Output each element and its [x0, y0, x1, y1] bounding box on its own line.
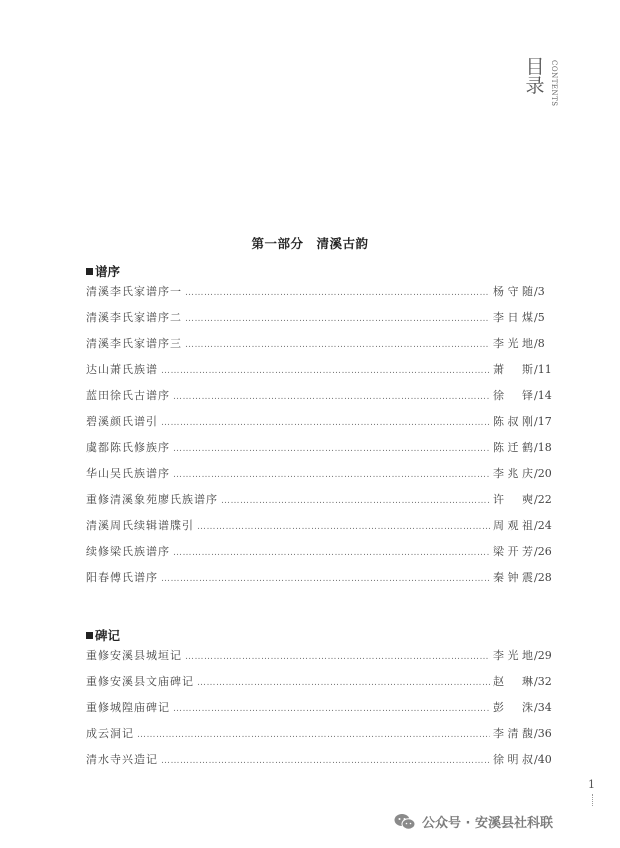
toc-entry-page: /11: [534, 363, 552, 376]
toc-entry: [86, 517, 558, 543]
toc-entry-title: 重修安溪县城垣记: [86, 649, 182, 662]
leader-dots: [197, 678, 490, 688]
toc-entry: [86, 465, 558, 491]
toc-entry: [86, 569, 558, 595]
toc-entry-author: 萧 斯: [493, 363, 533, 376]
section-heading: [86, 626, 558, 644]
leader-dots: [137, 730, 490, 740]
toc-entry-title: 清溪周氏续辑谱牒引: [86, 519, 194, 532]
toc-entry-author: 秦钟震: [493, 571, 533, 584]
toc-entry-author: 李兆庆: [493, 467, 533, 480]
toc-entry-page: /5: [534, 311, 545, 324]
toc-entry-title: 阳春傅氏谱序: [86, 571, 158, 584]
toc-entry-page: /17: [534, 415, 552, 428]
toc-entry: [86, 283, 558, 309]
toc-mark-en: CONTENTS: [550, 60, 558, 107]
section-heading-label: 碑记: [95, 628, 121, 643]
leader-dots: [197, 522, 490, 532]
toc-entry-title: 续修梁氏族谱序: [86, 545, 170, 558]
toc-entry-page: /40: [534, 753, 552, 766]
leader-dots: [185, 314, 490, 324]
toc-entry-page: /29: [534, 649, 552, 662]
toc-entry-author: 陈迁鹤: [493, 441, 533, 454]
leader-dots: [173, 392, 490, 402]
section-pu-xu: [86, 262, 558, 595]
toc-entry: [86, 699, 558, 725]
toc-entry: [86, 387, 558, 413]
toc-entry-page: /3: [534, 285, 545, 298]
toc-entry-page: /22: [534, 493, 552, 506]
toc-entry-author: 许 奭: [493, 493, 533, 506]
toc-entry-author: 赵 琳: [493, 675, 533, 688]
toc-entry-author: 李日煤: [493, 311, 533, 324]
section-bei-ji: [86, 626, 558, 777]
toc-entry: [86, 725, 558, 751]
leader-dots: [173, 444, 490, 454]
toc-entry-page: /34: [534, 701, 552, 714]
square-bullet-icon: [86, 632, 93, 639]
toc-entry-author: 陈叔刚: [493, 415, 533, 428]
leader-dots: [185, 652, 490, 662]
toc-entry-author: 李光地: [493, 337, 533, 350]
toc-entry-page: /24: [534, 519, 552, 532]
toc-entry: [86, 309, 558, 335]
wechat-icon: [394, 813, 416, 831]
leader-dots: [173, 548, 490, 558]
toc-entry-page: /36: [534, 727, 552, 740]
toc-entry-author: 李清馥: [493, 727, 533, 740]
toc-entry-page: /26: [534, 545, 552, 558]
toc-entry-title: 清溪李氏家谱序一: [86, 285, 182, 298]
toc-entry-page: /14: [534, 389, 552, 402]
toc-entry-page: /18: [534, 441, 552, 454]
toc-entry-page: /28: [534, 571, 552, 584]
toc-entry-title: 清溪李氏家谱序二: [86, 311, 182, 324]
toc-entry: [86, 413, 558, 439]
toc-entry: [86, 647, 558, 673]
toc-entry-author: 徐 铎: [493, 389, 533, 402]
toc-entry: [86, 673, 558, 699]
toc-entry-title: 成云洞记: [86, 727, 134, 740]
toc-entry-title: 华山吴氏族谱序: [86, 467, 170, 480]
toc-entry-title: 碧溪颜氏谱引: [86, 415, 158, 428]
toc-entry: [86, 543, 558, 569]
toc-entry-title: 虞都陈氏修族序: [86, 441, 170, 454]
toc-entry-author: 彭 洙: [493, 701, 533, 714]
toc-entry-author: 周观祖: [493, 519, 533, 532]
watermark-text: 公众号 · 安溪县社科联: [422, 816, 553, 831]
page-tick-marks: [592, 794, 595, 806]
leader-dots: [161, 574, 490, 584]
toc-entry: [86, 751, 558, 777]
toc-entry-title: 重修安溪县文庙碑记: [86, 675, 194, 688]
toc-entry-page: /8: [534, 337, 545, 350]
leader-dots: [173, 470, 490, 480]
square-bullet-icon: [86, 268, 93, 275]
toc-entry-author: 杨守随: [493, 285, 533, 298]
leader-dots: [161, 756, 490, 766]
toc-entry: [86, 491, 558, 517]
leader-dots: [173, 704, 490, 714]
watermark: [394, 812, 553, 831]
toc-entry-author: 李光地: [493, 649, 533, 662]
toc-entry-page: /32: [534, 675, 552, 688]
toc-entry: [86, 361, 558, 387]
toc-mark: [524, 58, 564, 128]
leader-dots: [161, 366, 490, 376]
leader-dots: [221, 496, 490, 506]
toc-entry-title: 重修城隍庙碑记: [86, 701, 170, 714]
toc-entry: [86, 439, 558, 465]
part-title: 第一部分 清溪古韵: [251, 236, 369, 251]
toc-entry-title: 重修清溪象苑廖氏族谱序: [86, 493, 218, 506]
toc-entry-author: 梁开芳: [493, 545, 533, 558]
leader-dots: [185, 288, 490, 298]
toc-entry-page: /20: [534, 467, 552, 480]
toc-entry-title: 蓝田徐氏古谱序: [86, 389, 170, 402]
section-heading: [86, 262, 558, 280]
toc-mark-zh: 目录: [525, 56, 545, 97]
toc-entry-title: 清水寺兴造记: [86, 753, 158, 766]
toc-entry-title: 清溪李氏家谱序三: [86, 337, 182, 350]
leader-dots: [185, 340, 490, 350]
toc-entry-title: 达山萧氏族谱: [86, 363, 158, 376]
section-heading-label: 谱序: [95, 264, 121, 279]
page-number: 1: [588, 778, 595, 791]
leader-dots: [161, 418, 490, 428]
toc-entry-author: 徐明叔: [493, 753, 533, 766]
toc-entry: [86, 335, 558, 361]
